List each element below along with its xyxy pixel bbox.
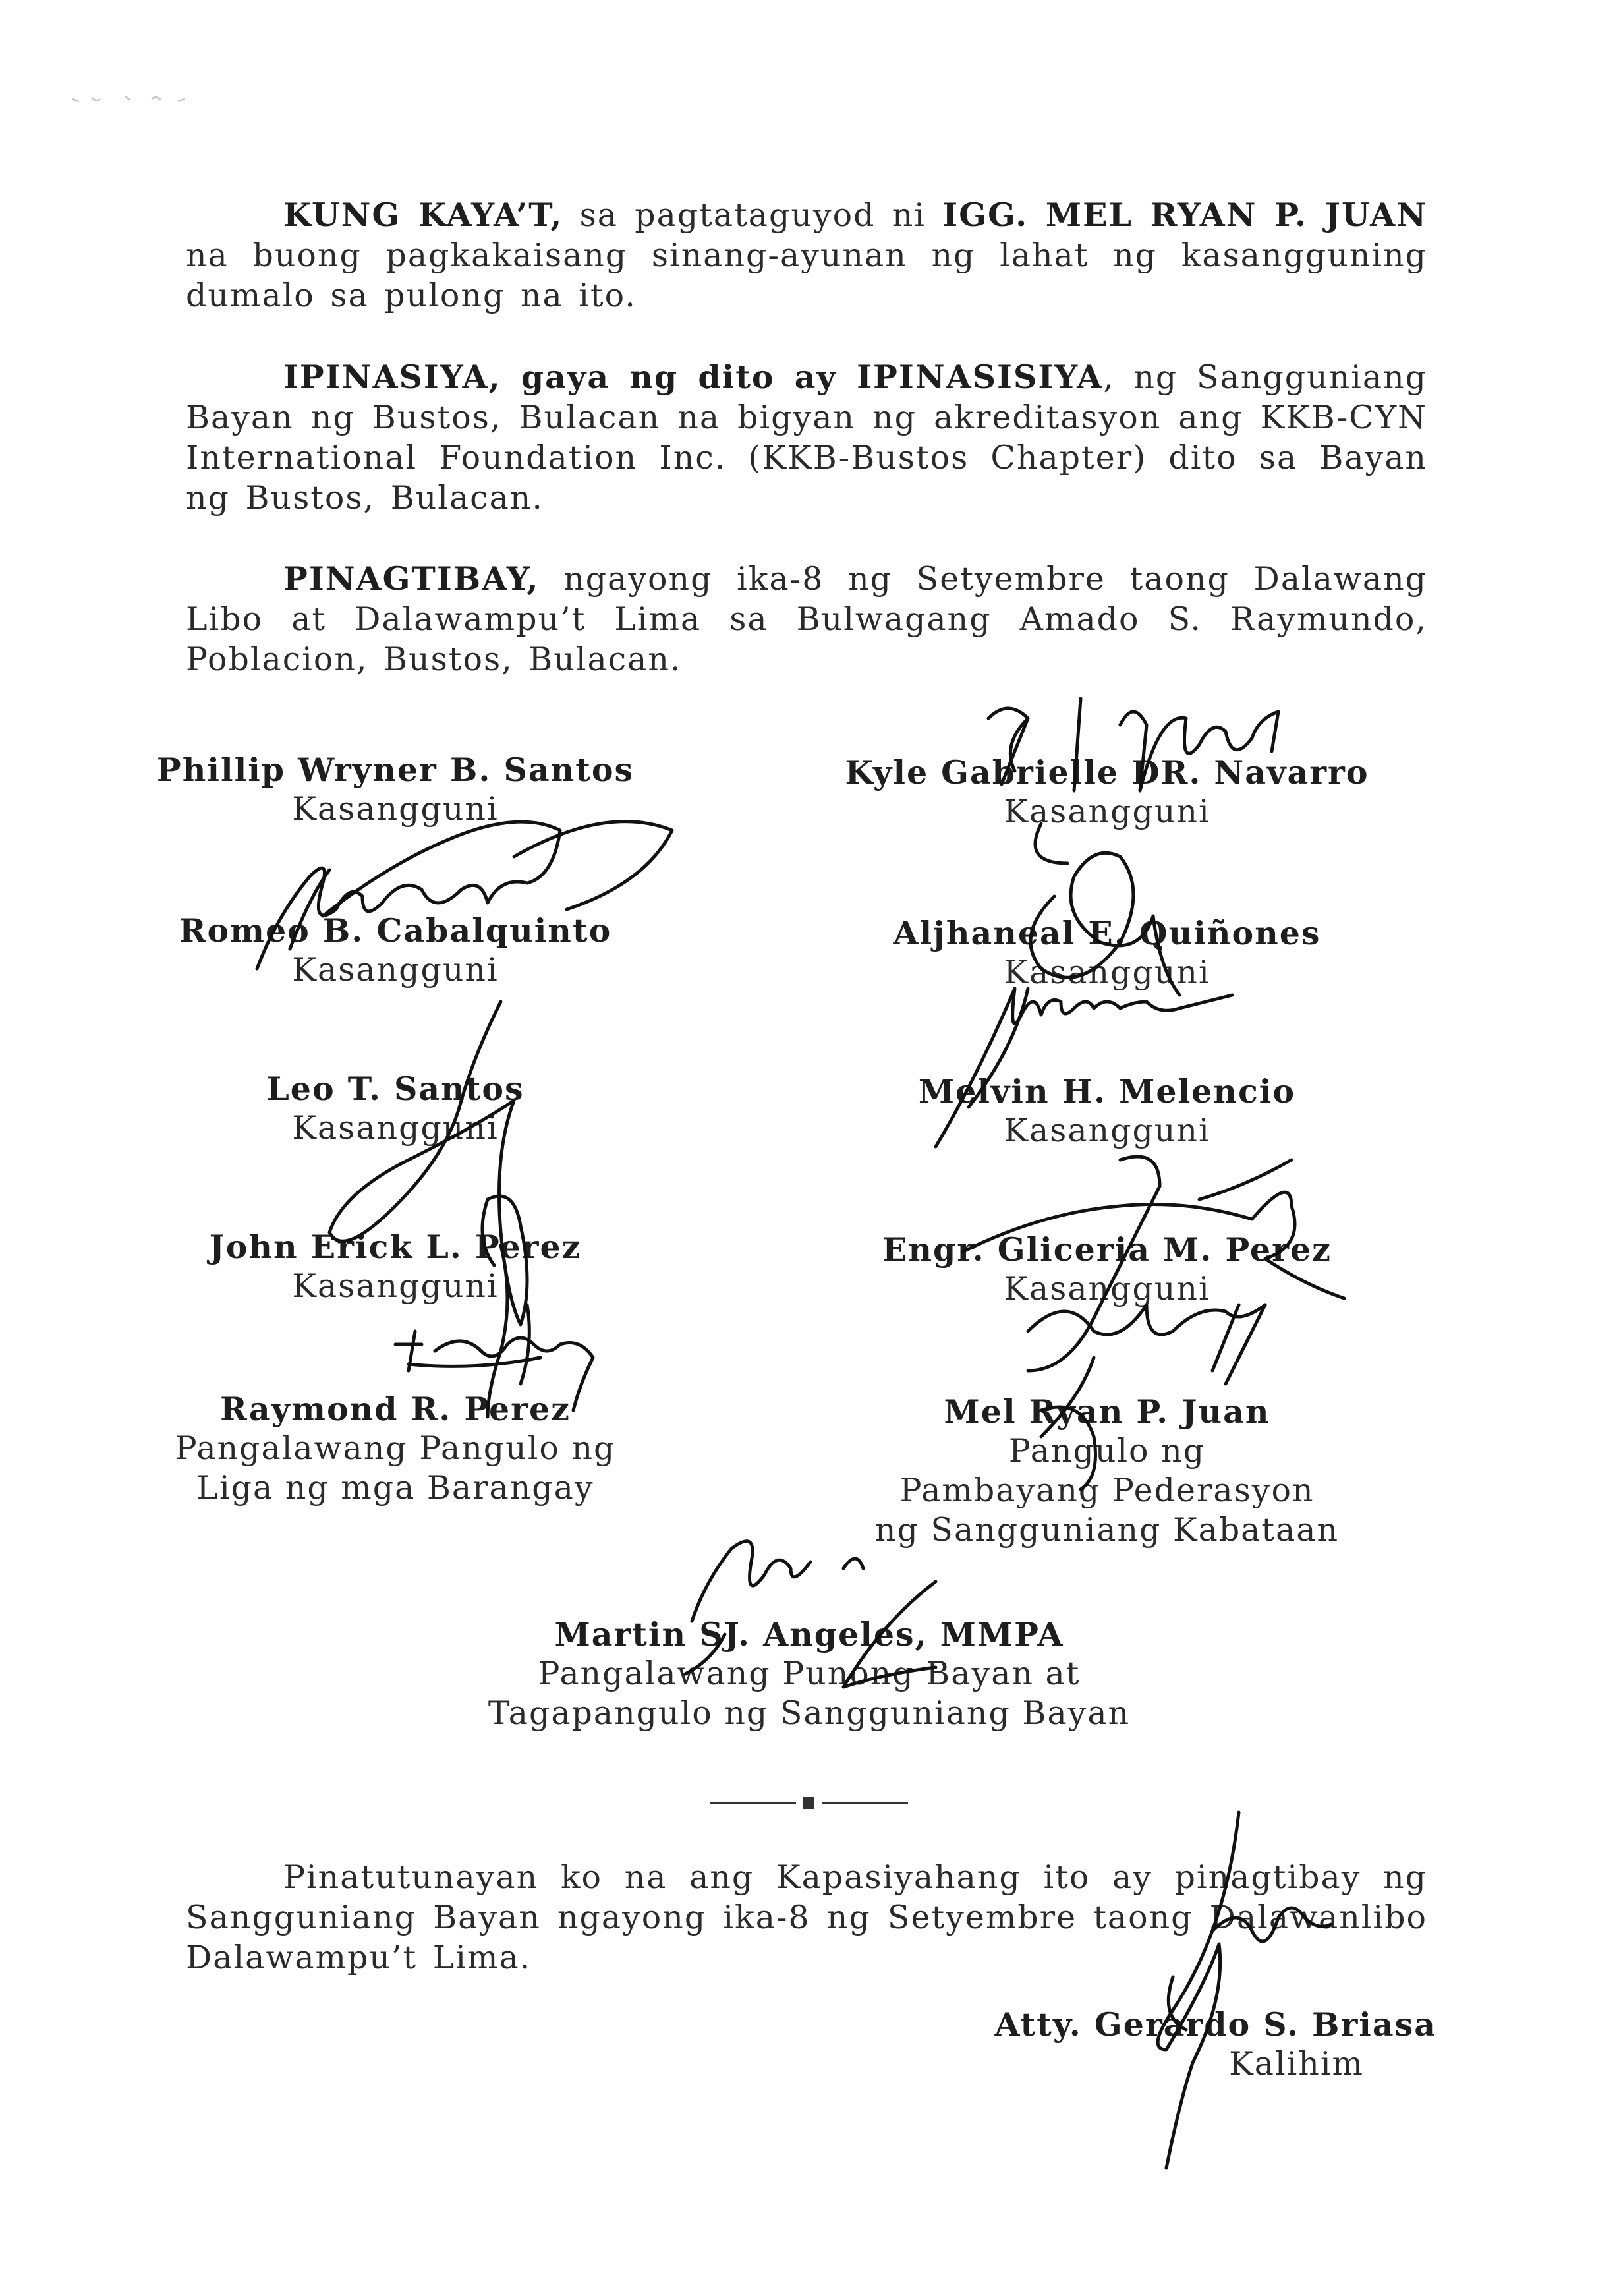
signatory-title: Kasangguni [1004,793,1210,830]
signatory-name: Romeo B. Cabalquinto [179,911,612,950]
signatory-name: Raymond R. Perez [220,1390,571,1428]
signatory-title: Kasangguni [292,1109,499,1147]
sponsor-name: IGG. MEL RYAN P. JUAN [942,196,1427,234]
signatory-title: Kasangguni [1004,1270,1210,1307]
scan-speck-marks [66,79,224,119]
signatory-name: Leo T. Santos [266,1070,525,1108]
paragraph-ipinasiya [186,357,1427,518]
presiding-officer-title: Pangalawang Punong Bayan at [538,1655,1081,1692]
signatory-name: John Erick L. Perez [209,1228,582,1266]
presiding-officer-name: Martin SJ. Angeles, MMPA [554,1615,1064,1653]
secretary-title: Kalihim [1229,2045,1364,2082]
signatory-title: Pangalawang Pangulo ng [175,1429,616,1467]
lead-ipinasiya: IPINASIYA, gaya ng dito ay IPINASISIYA [283,358,1104,396]
signatory-block [66,750,725,829]
signatory-block [778,1230,1436,1309]
paragraph-text: na buong pagkakaisang sinang-ayunan ng lahat ng kasangguning dumalo sa pulong na ito. [186,237,1427,314]
signatory-block [778,753,1436,832]
paragraph-pinatutunayan [186,1857,1427,1978]
paragraph-pinagtibay [186,559,1427,679]
secretary-block [936,2005,1436,2084]
lead-pinagtibay: PINAGTIBAY, [283,560,540,598]
signatory-title: Pambayang Pederasyon [899,1472,1315,1509]
lead-kung-kayat: KUNG KAYA’T, [283,196,563,234]
signatory-title: Liga ng mga Barangay [196,1469,594,1507]
signatory-name: Phillip Wryner B. Santos [156,751,635,789]
signatory-title: Pangulo ng [1008,1432,1206,1470]
paragraph-text: ngayong ika-8 ng Setyembre taong Dalawang Libo at Dalawampu’t Lima sa Bulwagang Amado S. Raymundo, Poblacion, Bustos, Bulacan. [186,560,1427,678]
signatory-block [778,1392,1436,1550]
signatory-block [66,1069,725,1148]
signatory-title: ng Sangguniang Kabataan [874,1511,1340,1549]
paragraph-kung-kayat [186,195,1427,316]
paragraph-text: Pinatutunayan ko na ang Kapasiyahang ito ay pinagtibay ng Sangguniang Bayan ngayong ika-8 ng Setyembre taong Dalawanlibo Dalawampu’t Lima. [186,1858,1427,1976]
signatory-block [778,913,1436,992]
secretary-name: Atty. Gerardo S. Briasa [994,2005,1436,2044]
signatory-title: Kasangguni [292,951,499,989]
paragraph-text: sa pagtataguyod ni [563,196,943,234]
presiding-officer-block [480,1615,1139,1733]
paragraph-text: , ng Sangguniang Bayan ng Bustos, Bulacan na bigyan ng akreditasyon ang KKB-CYN International Foundation Inc. (KKB-Bustos Chapter) dito sa Bayan ng Bustos, Bulacan. [186,359,1427,517]
signatory-block [778,1072,1436,1151]
signatory-block [66,1389,725,1508]
signatory-block [66,911,725,990]
signatory-block [66,1227,725,1306]
section-divider [710,1793,908,1813]
signatory-name: Kyle Gabrielle DR. Navarro [845,753,1369,791]
signatory-title: Kasangguni [292,790,499,828]
signatory-title: Kasangguni [292,1267,499,1305]
signatory-title: Kasangguni [1004,1112,1210,1149]
signatory-name: Engr. Gliceria M. Perez [882,1230,1332,1269]
presiding-officer-title: Tagapangulo ng Sangguniang Bayan [488,1694,1131,1732]
signatory-title: Kasangguni [1004,954,1210,991]
signatory-name: Mel Ryan P. Juan [944,1392,1270,1431]
signatory-name: Melvin H. Melencio [918,1072,1296,1110]
signatory-name: Aljhaneal E. Quiñones [893,914,1321,952]
